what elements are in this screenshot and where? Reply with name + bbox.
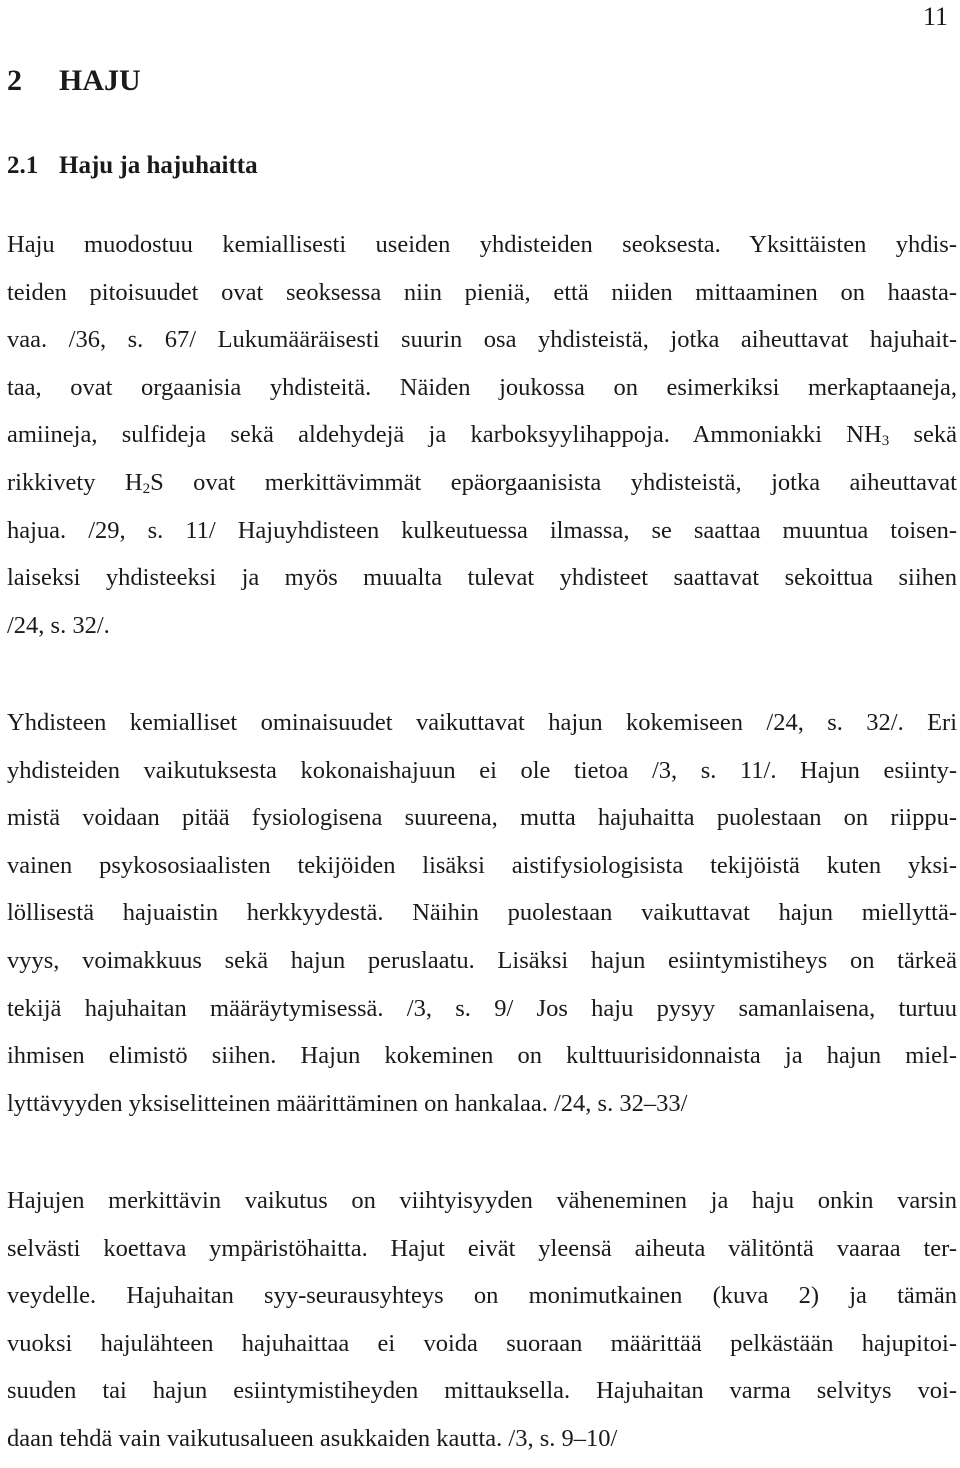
text-line (7, 411, 957, 459)
text-segment: rikkivety H (7, 468, 143, 496)
chapter-number: 2 (7, 64, 22, 97)
text-line: selvästi koettava ympäristöhaitta. Hajut eivät yleensä aiheuta välitöntä vaaraa ter- (7, 1234, 957, 1262)
text-line: /24, s. 32/. (7, 611, 110, 639)
text-segment: sekä (889, 421, 957, 449)
text-line: hajua. /29, s. 11/ Hajuyhdisteen kulkeutuessa ilmassa, se saattaa muuntua toisen- (7, 516, 957, 544)
page-number: 11 (922, 2, 948, 31)
text-line: veydelle. Hajuhaitan syy-seurausyhteys on monimutkainen (kuva 2) ja tämän (7, 1282, 957, 1310)
text-line: yhdisteiden vaikutuksesta kokonaishajuun ei ole tietoa /3, s. 11/. Hajun esiinty- (7, 756, 957, 784)
text-line: lyttävyyden yksiselitteinen määrittäminen on hankalaa. /24, s. 32–33/ (7, 1089, 688, 1117)
text-line: Haju muodostuu kemiallisesti useiden yhdisteiden seoksesta. Yksittäisten yhdis- (7, 231, 957, 258)
text-line: vuoksi hajulähteen hajuhaittaa ei voida suoraan määrittää pelkästään hajupitoi- (7, 1329, 957, 1357)
text-segment: S ovat merkittävimmät epäorgaanisista yhdisteistä, jotka aiheuttavat (150, 468, 957, 496)
text-line: Yhdisteen kemialliset ominaisuudet vaikuttavat hajun kokemiseen /24, s. 32/. Eri (7, 709, 957, 736)
text-line: vyys, voimakkuus sekä hajun peruslaatu. Lisäksi hajun esiintymistiheys on tärkeä (7, 946, 957, 974)
chapter-title: HAJU (59, 64, 141, 97)
text-line: daan tehdä vain vaikutusalueen asukkaiden kautta. /3, s. 9–10/ (7, 1424, 618, 1452)
text-line: Hajujen merkittävin vaikutus on viihtyisyyden väheneminen ja haju onkin varsin (7, 1187, 957, 1214)
text-line: laiseksi yhdisteeksi ja myös muualta tulevat yhdisteet saattavat sekoittua siihen (7, 564, 957, 592)
section-heading (7, 152, 258, 180)
paragraph-2 (7, 699, 957, 1127)
paragraph-3 (7, 1177, 957, 1463)
text-line: löllisestä hajuaistin herkkyydestä. Näihin puolestaan vaikuttavat hajun miellyttä- (7, 899, 957, 927)
text-line: mistä voidaan pitää fysiologisena suureena, mutta hajuhaitta puolestaan on riippu- (7, 804, 957, 832)
subscript: 2 (142, 480, 151, 497)
paragraph-1 (7, 221, 957, 649)
text-segment: amiineja, sulfideja sekä aldehydejä ja karboksyylihappoja. Ammoniakki NH (7, 421, 882, 449)
text-line (7, 459, 957, 507)
text-line: suuden tai hajun esiintymistiheyden mittauksella. Hajuhaitan varma selvitys voi- (7, 1377, 957, 1405)
text-line: vainen psykososiaalisten tekijöiden lisäksi aistifysiologisista tekijöistä kuten yksi- (7, 851, 957, 879)
text-line: teiden pitoisuudet ovat seoksessa niin pieniä, että niiden mittaaminen on haasta- (7, 278, 957, 306)
section-title: Haju ja hajuhaitta (59, 152, 258, 179)
text-line: vaa. /36, s. 67/ Lukumääräisesti suurin osa yhdisteistä, jotka aiheuttavat hajuhait- (7, 326, 957, 354)
text-line: taa, ovat orgaanisia yhdisteitä. Näiden joukossa on esimerkiksi merkaptaaneja, (7, 373, 957, 401)
subscript: 3 (881, 433, 890, 450)
text-line: tekijä hajuhaitan määräytymisessä. /3, s. 9/ Jos haju pysyy samanlaisena, turtuu (7, 994, 957, 1022)
text-line: ihmisen elimistö siihen. Hajun kokeminen on kulttuurisidonnaista ja hajun miel- (7, 1042, 957, 1070)
section-number: 2.1 (7, 152, 39, 179)
chapter-heading (7, 64, 141, 98)
